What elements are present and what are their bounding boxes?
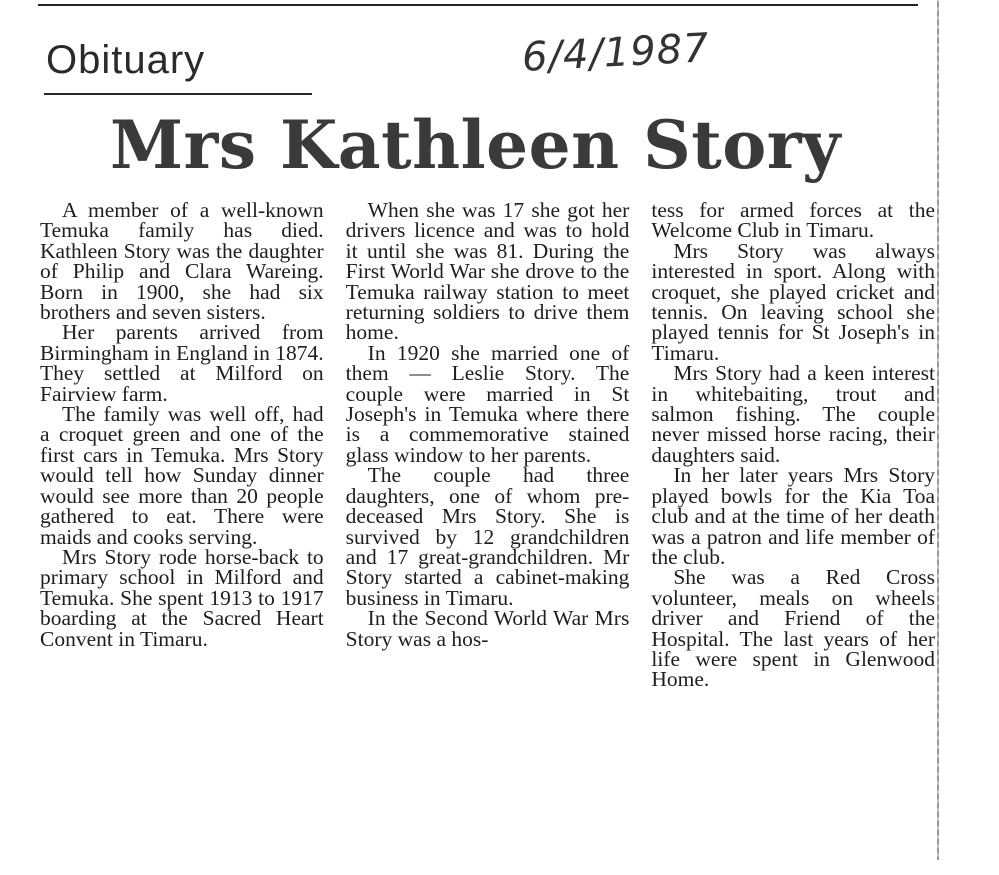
paragraph: Her parents arrived from Birmingham in England in 1874. They settled at Milford on Fairview farm. bbox=[40, 320, 324, 406]
paragraph: A member of a well-known Temuka family has died. Kathleen Story was the daughter of Philip and Clara Wareing. Born in 1900, she had six brothers and seven sisters. bbox=[40, 198, 324, 325]
paragraph: tess for armed forces at the Welcome Club in Timaru. bbox=[651, 198, 936, 243]
paragraph: Mrs Story was always interested in sport. Along with croquet, she played cricket and tennis. On leaving school she played tennis for St Joseph's in Timaru. bbox=[651, 238, 936, 365]
paragraph: She was a Red Cross volunteer, meals on wheels driver and Friend of the Hospital. The last years of her life were spent in Glenwood Home. bbox=[651, 565, 936, 692]
paragraph: When she was 17 she got her drivers licence and was to hold it until she was 81. During the First World War she drove to the Temuka railway station to meet returning soldiers to drive them home. bbox=[345, 198, 630, 345]
scan-edge-dots bbox=[937, 0, 939, 860]
paragraph: The family was well off, had a croquet green and one of the first cars in Temuka. Mrs Story would tell how Sunday dinner would see more than 20 people gathered to eat. There were maids and cooks serving. bbox=[40, 402, 324, 549]
column-1 bbox=[40, 200, 324, 860]
handwritten-date: 6/4/1987 bbox=[520, 25, 711, 81]
section-label-underline bbox=[44, 93, 312, 95]
article-body bbox=[40, 200, 935, 860]
column-3 bbox=[651, 200, 935, 860]
section-label: Obituary bbox=[46, 38, 206, 82]
headline: Mrs Kathleen Story bbox=[110, 106, 841, 184]
paragraph: Mrs Story rode horse-back to primary school in Milford and Temuka. She spent 1913 to 1917 boarding at the Sacred Heart Convent in Timaru. bbox=[40, 544, 324, 651]
paragraph: In the Second World War Mrs Story was a hos- bbox=[345, 606, 630, 651]
paragraph: Mrs Story had a keen interest in whitebaiting, trout and salmon fishing. The couple never missed horse racing, their daughters said. bbox=[651, 361, 936, 467]
column-2 bbox=[346, 200, 630, 860]
paragraph: In 1920 she married one of them — Leslie Story. The couple were married in St Joseph's in Temuka where there is a commemorative stained glass window to her parents. bbox=[345, 340, 630, 467]
paragraph: In her later years Mrs Story played bowls for the Kia Toa club and at the time of her death was a patron and life member of the club. bbox=[651, 463, 936, 569]
paragraph: The couple had three daughters, one of whom pre-deceased Mrs Story. She is survived by 12 grandchildren and 17 great-grandchildren. Mr Story started a cabinet-making business in Timaru. bbox=[345, 463, 630, 610]
top-rule bbox=[38, 4, 918, 6]
